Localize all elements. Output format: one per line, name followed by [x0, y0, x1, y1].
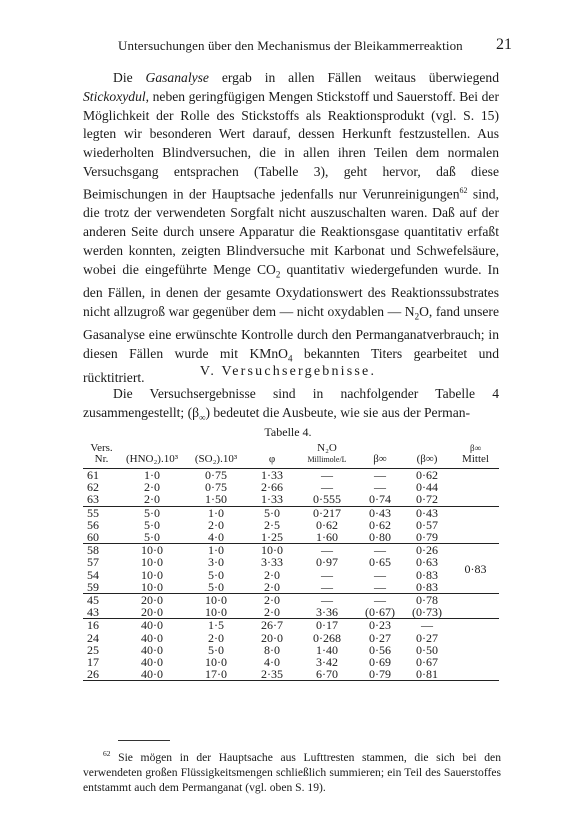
table-cell: 1·50 — [205, 492, 227, 507]
table-row — [83, 606, 499, 619]
table-row — [83, 619, 499, 632]
mittel-value: 0·83 — [452, 544, 499, 594]
col-n2o — [296, 441, 358, 469]
table-cell: — — [296, 594, 358, 607]
table-cell: 20·0 — [141, 605, 163, 620]
table-cell: 0·75 — [205, 480, 227, 495]
table-cell: 0·23 — [358, 619, 402, 632]
table-cell: 0·217 — [296, 506, 358, 519]
table-cell: 24 — [87, 630, 99, 645]
table-cell: 0·27 — [369, 630, 391, 645]
running-header — [118, 36, 512, 54]
table-cell: 0·67 — [416, 655, 438, 670]
table-cell — [452, 656, 499, 668]
table-cell: 10·0 — [184, 594, 248, 607]
footnote-ref[interactable]: 62 — [459, 185, 468, 195]
table-cell — [452, 519, 499, 531]
table-cell: 0·83 — [416, 579, 438, 594]
table-cell: 2·0 — [264, 605, 280, 620]
table-row — [83, 531, 499, 544]
table-cell: 63 — [87, 492, 99, 507]
table-cell: 0·75 — [184, 469, 248, 482]
table-cell: 2·0 — [248, 594, 296, 607]
table-cell — [452, 469, 499, 482]
table-cell: 0·69 — [369, 655, 391, 670]
text-run: ) bedeutet die Ausbeute, wie sie aus der Perman- — [205, 404, 471, 420]
table-cell: — — [321, 480, 333, 495]
table-cell: 57 — [87, 555, 99, 570]
table-row — [83, 581, 499, 594]
table-cell: 20·0 — [120, 594, 184, 607]
table-cell: 2·0 — [208, 630, 224, 645]
footnote-number: 62 — [103, 749, 111, 758]
table-cell: 6·70 — [296, 668, 358, 681]
table-cell: 5·0 — [208, 642, 224, 657]
table-cell: — — [321, 579, 333, 594]
table-cell: 0·57 — [416, 517, 438, 532]
text-run: ergab in allen Fällen weitaus überwiegend — [208, 70, 499, 85]
table-cell: 0·62 — [369, 517, 391, 532]
table-cell: 45 — [83, 594, 120, 607]
text-run: O, fand unsere Gasanalyse eine erwünschte Kontrolle durch den Permanganatverbrauch; in diesen Fällen wurde mit KMnO — [83, 303, 499, 362]
table-cell: 3·0 — [208, 555, 224, 570]
table-cell: 5·0 — [144, 517, 160, 532]
table-cell: — — [321, 567, 333, 582]
table-cell — [452, 606, 499, 619]
table-cell: 40·0 — [141, 642, 163, 657]
table-cell: 0·62 — [402, 469, 452, 482]
paragraph-gasanalyse — [83, 69, 499, 387]
table-cell: 43 — [87, 605, 99, 620]
table-cell: 1·33 — [248, 469, 296, 482]
table-cell: 5·0 — [248, 506, 296, 519]
table-cell: 3·42 — [316, 655, 338, 670]
table-row — [83, 569, 499, 581]
n2o-unit: Millimole/L — [307, 455, 347, 464]
table-cell: — — [358, 469, 402, 482]
table-cell: 0·81 — [402, 668, 452, 681]
text-run: Die — [113, 70, 146, 85]
table-cell: 0·17 — [296, 619, 358, 632]
table-row — [83, 668, 499, 681]
table-body — [83, 469, 499, 681]
table-cell: — — [358, 594, 402, 607]
text-run: sind, die trotz der verwendeten Sorgfalt nicht auszuschalten waren. Daß auf der anderen Seite durch unsere Apparatur die Reaktionsgase quantitativ erfaßt werden konnten, zeigten Blindversuche mit Karbonat und Schwefelsäure, wobei die eingeführte Menge CO — [83, 186, 499, 277]
table-cell: 56 — [87, 517, 99, 532]
table-cell: 5·0 — [120, 506, 184, 519]
text-run: quantitativ wiedergefunden wurde. In den Fällen, in denen der gesamte Oxydationswert des Reaktionssubstrates nicht allzugroß war gegenüber dem — nicht oxydablen — N — [83, 261, 500, 319]
term-stickoxydul: Stickoxydul — [83, 88, 146, 104]
table-cell: 61 — [83, 469, 120, 482]
table-cell — [452, 644, 499, 656]
table-cell: 2·66 — [261, 480, 283, 495]
section-title: V. Versuchsergebnisse. — [199, 364, 377, 379]
table-cell: 5·0 — [208, 567, 224, 582]
text-run: Die Versuchsergebnisse sind in nachfolgender Tabelle 4 zusammengestellt; (β — [83, 386, 499, 420]
table-cell: 2·0 — [264, 579, 280, 594]
table-cell: 0·62 — [316, 517, 338, 532]
col-so2: (SO₂).10³ — [194, 453, 238, 465]
table-cell: 0·56 — [369, 642, 391, 657]
table-cell: 2·0 — [208, 517, 224, 532]
table-cell: 10·0 — [141, 555, 163, 570]
page-number: 21 — [496, 36, 512, 53]
table-cell: 10·0 — [248, 544, 296, 557]
table-cell: 62 — [87, 480, 99, 495]
table-cell: 2·0 — [264, 567, 280, 582]
table-row — [83, 632, 499, 644]
table-cell: 0·65 — [369, 555, 391, 570]
table-cell: 26 — [83, 668, 120, 681]
table-cell: 0·83 — [416, 567, 438, 582]
table-cell: (0·73) — [412, 605, 442, 620]
table-cell: — — [296, 469, 358, 482]
table-cell: — — [402, 619, 452, 632]
table-cell — [452, 619, 499, 632]
table-cell: 10·0 — [141, 567, 163, 582]
table-cell — [452, 594, 499, 607]
table-cell: 0·50 — [416, 642, 438, 657]
table-cell: 1·0 — [184, 506, 248, 519]
table-cell — [452, 493, 499, 506]
table-cell: 25 — [87, 642, 99, 657]
col-beta-inf-paren: (β∞) — [416, 453, 438, 465]
table-cell: 8·0 — [264, 642, 280, 657]
table-cell: 17 — [87, 655, 99, 670]
table-cell: 1·60 — [316, 530, 338, 545]
text-run: bekannten Titers gearbeitet und rücktitriert. — [83, 346, 499, 385]
col-hno2: (HNO₂).10³ — [125, 453, 179, 465]
table-cell: 2·0 — [144, 492, 160, 507]
footnote-rule — [118, 740, 170, 741]
col-phi: φ — [268, 453, 276, 465]
table-cell: 0·44 — [416, 480, 438, 495]
table-cell: 0·97 — [316, 555, 338, 570]
table-cell: 54 — [87, 567, 99, 582]
subscript: 2 — [275, 269, 281, 280]
table-cell: 2·5 — [264, 517, 280, 532]
table-cell: 1·25 — [261, 530, 283, 545]
col-beta-inf: β∞ — [373, 453, 387, 465]
table-cell: 10·0 — [120, 544, 184, 557]
footnote — [83, 746, 501, 795]
paragraph-intro — [83, 385, 499, 427]
col-beta-mittel — [452, 441, 499, 469]
footnote-text: Sie mögen in der Hauptsache aus Lufttresten stammen, die sich bei den verwendeten großen Flüssigkeitsmengen schließlich summieren; ein Teil des Sauerstoffes entstammt auch dem Permanganat (vgl. oben S. 19). — [83, 750, 501, 794]
table-cell: 0·43 — [358, 506, 402, 519]
table-cell: 5·0 — [208, 579, 224, 594]
results-table — [83, 441, 499, 681]
table-cell: — — [358, 544, 402, 557]
table-cell: 0·26 — [402, 544, 452, 557]
table-cell: 0·555 — [313, 492, 341, 507]
table-cell: 55 — [83, 506, 120, 519]
table-cell: 2·35 — [248, 668, 296, 681]
beta-mittel-top: β∞ — [470, 443, 481, 453]
table-cell: 60 — [87, 530, 99, 545]
table-cell: — — [374, 480, 386, 495]
table-cell: 3·36 — [316, 605, 338, 620]
table-cell: — — [374, 579, 386, 594]
table-cell: — — [374, 567, 386, 582]
table-cell: 40·0 — [141, 630, 163, 645]
table-cell — [452, 668, 499, 681]
table-cell: 40·0 — [120, 619, 184, 632]
table-cell: 26·7 — [248, 619, 296, 632]
n2o-label: N₂O — [317, 442, 337, 454]
table-cell: 0·63 — [416, 555, 438, 570]
table-cell: 1·40 — [316, 642, 338, 657]
table-cell: 0·27 — [416, 630, 438, 645]
table-cell: 10·0 — [205, 605, 227, 620]
table-cell: 1·5 — [184, 619, 248, 632]
term-gasanalyse: Gasanalyse — [145, 70, 209, 85]
table-cell: 10·0 — [205, 655, 227, 670]
table-cell: 2·0 — [144, 480, 160, 495]
table-cell: 17·0 — [184, 668, 248, 681]
subscript: 4 — [288, 353, 293, 364]
table-cell: 4·0 — [264, 655, 280, 670]
table-cell: 0·79 — [358, 668, 402, 681]
table-cell: — — [296, 544, 358, 557]
table-caption: Tabelle 4. — [264, 425, 312, 439]
table-row — [83, 506, 499, 519]
table-cell — [452, 531, 499, 544]
table-cell: 3·33 — [261, 555, 283, 570]
beta-mittel-label: Mittel — [462, 453, 489, 465]
table-cell — [452, 506, 499, 519]
table-cell: 16 — [83, 619, 120, 632]
table-cell — [452, 632, 499, 644]
col-vers-nr: Vers. Nr. — [90, 442, 113, 465]
table-cell: (0·67) — [365, 605, 395, 620]
table-cell: 0·78 — [402, 594, 452, 607]
table-cell: 5·0 — [144, 530, 160, 545]
table-cell: 40·0 — [120, 668, 184, 681]
text-run: , neben geringfügigen Mengen Stickstoff und Sauerstoff. Bei der Möglichkeit der Rolle des Stickstoffs als Reaktionsprodukt (vgl. S. 15) legten wir besonderen Wert darauf, dessen Herkunft festzustellen. Aus wiederholten Blindversuchen, die in allen ihren Teilen dem normalen Versuchsgang entsprachen (Tabelle 3), geht hervor, daß diese Beimischungen in der Hauptsache jedenfalls nur Verunreinigungen — [83, 88, 499, 202]
table-cell: 0·43 — [402, 506, 452, 519]
table-cell: 20·0 — [261, 630, 283, 645]
table-cell: 0·74 — [369, 492, 391, 507]
table-cell: 1·0 — [184, 544, 248, 557]
table-cell: 4·0 — [208, 530, 224, 545]
infinity-subscript: ∞ — [199, 412, 206, 423]
table-cell: 10·0 — [141, 579, 163, 594]
table-cell: 0·72 — [416, 492, 438, 507]
table-cell: 40·0 — [141, 655, 163, 670]
table-cell: 0·268 — [313, 630, 341, 645]
table-cell: 59 — [87, 579, 99, 594]
table-cell: 1·0 — [120, 469, 184, 482]
table-cell — [452, 481, 499, 493]
subscript: 2 — [414, 311, 420, 322]
table-cell: 0·80 — [369, 530, 391, 545]
table-cell: 58 — [83, 544, 120, 557]
header-title: Untersuchungen über den Mechanismus der Bleikammerreaktion — [118, 38, 463, 53]
table-row — [83, 556, 499, 568]
table-row — [83, 493, 499, 506]
table-cell: 0·79 — [416, 530, 438, 545]
table-cell: 1·33 — [261, 492, 283, 507]
table-header-row — [83, 441, 499, 469]
